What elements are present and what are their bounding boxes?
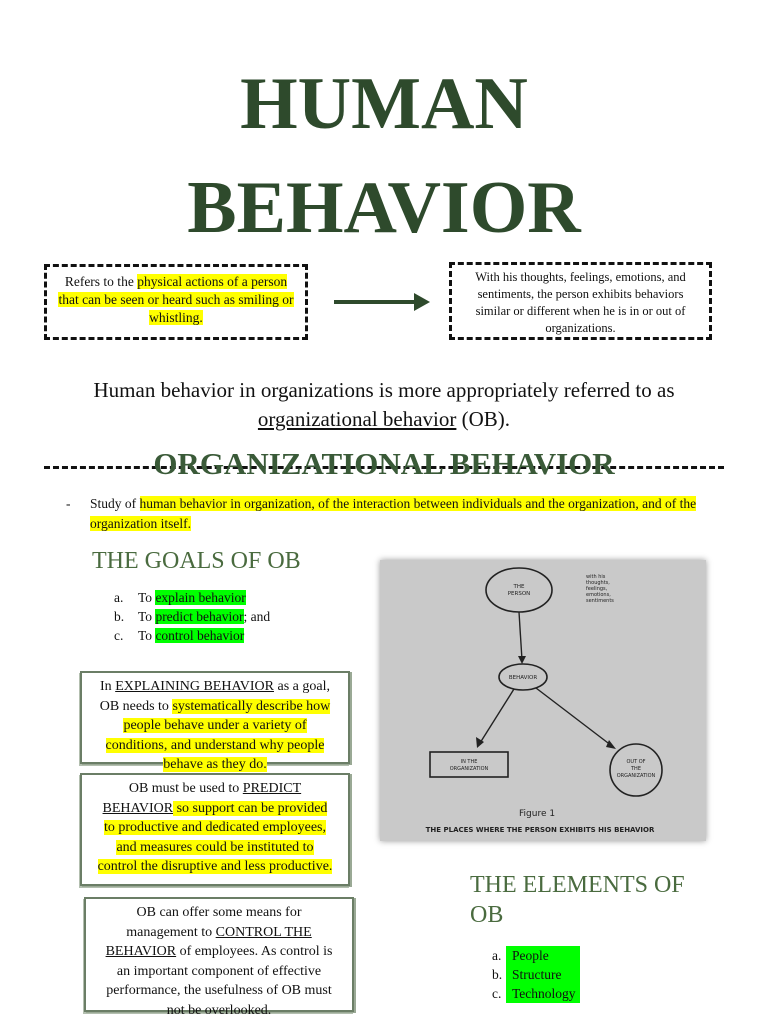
behavior-node-label: BEHAVIOR [508,675,538,681]
list-marker: b. [114,609,125,624]
goal-highlight: predict behavior [155,609,244,624]
arrowhead [518,656,526,664]
out-node-label-1: OUT OF [626,759,646,765]
section-heading-text: ORGANIZATIONAL BEHAVIOR [153,446,615,481]
explain-pre: In [100,679,116,694]
title-line-2: BEHAVIOR [187,167,581,249]
goal-pre: To [138,628,156,643]
goal-pre: To [138,609,156,624]
arrow-person-to-behavior [519,612,522,660]
intro-tail: (OB). [456,407,511,431]
goals-title: THE GOALS OF OB [92,548,301,574]
list-marker: a. [114,590,124,605]
person-node-label-1: THE [513,584,525,590]
list-marker: c. [114,628,124,643]
right-arrow-icon [332,290,432,314]
element-label: Technology [506,984,580,1003]
title-line-1: HUMAN [240,63,528,145]
figure-1-photo [380,560,706,841]
note-line-1: with his [586,574,606,580]
study-pre: Study of [90,496,140,511]
list-marker: a. [492,948,502,963]
predict-pre: OB must be used to [128,781,243,796]
arrow-behavior-to-in [480,689,514,743]
control-term: CONTROL THE BEHAVIOR [105,924,312,959]
thoughts-box [449,262,712,340]
person-node [486,568,552,612]
explain-highlight: systematically describe how people behave under a variety of conditions, and understand why people behave as they do. [105,698,331,772]
definition-highlight: physical actions of a person that can be seen or heard such as smiling or whistling. [58,274,294,325]
list-item [114,607,270,626]
figure-caption: THE PLACES WHERE THE PERSON EXHIBITS HIS BEHAVIOR [425,826,655,834]
intro-line-1: Human behavior in organizations is more appropriately referred to as [93,378,675,402]
element-label: Structure [506,965,580,984]
in-node-label-2: ORGANIZATION [449,766,489,772]
control-pre: OB can offer some means for management to [126,905,302,940]
goal-pre: To [138,590,156,605]
thoughts-text: With his thoughts, feelings, emotions, and sentiments, the person exhibits behaviors similar or different when he is in or out of organizations. [475,270,686,335]
note-line-4: emotions, [586,592,611,598]
control-post: of employees. As control is an important component of effective performance, the usefulness of OB must not be overlooked. [106,944,333,1018]
explain-behavior-box [80,671,350,772]
out-node-label-2: THE [631,766,641,772]
definition-pre: Refers to the [64,274,138,289]
goals-list [114,588,270,645]
arrow-behavior-to-out [536,688,612,746]
elements-title: THE ELEMENTS OF OB [470,872,685,928]
person-node-label-2: PERSON [507,591,531,597]
goal-post: ; and [243,609,271,624]
elements-list [492,946,580,1003]
list-item [114,626,270,645]
behavior-diagram [380,560,706,841]
control-behavior-box [84,897,354,1018]
explain-mid: as a goal, OB needs to [99,679,330,714]
figure-label: Figure 1 [519,809,556,819]
list-marker: b. [492,967,503,982]
list-item [492,965,580,984]
list-marker: c. [492,986,502,1001]
predict-highlight: so support can be provided to productive and dedicated employees, and measures could be instituted to control the disruptive and less productive. [97,800,333,874]
predict-term: PREDICT BEHAVIOR [102,781,302,816]
out-node-label-3: ORGANIZATION [616,773,656,779]
goal-highlight: control behavior [155,628,245,643]
definition-box [44,264,308,340]
list-item [492,946,580,965]
arrowhead [606,740,616,749]
intro-paragraph [40,376,728,434]
note-line-3: feelings, [586,586,608,592]
list-item [492,984,580,1003]
list-item [114,588,270,607]
study-bullet [66,494,716,534]
note-line-2: thoughts, [586,580,610,586]
study-highlight: human behavior in organization, of the interaction between individuals and the organization, and of the organization itself. [90,496,697,531]
section-heading [0,444,768,484]
element-label: People [506,946,580,965]
goal-highlight: explain behavior [155,590,246,605]
page-title [0,52,768,260]
note-line-5: sentiments [586,598,614,604]
in-node-label-1: IN THE [460,759,478,765]
predict-behavior-box [80,773,350,886]
bullet-dash: - [66,496,71,511]
intro-term: organizational behavior [257,407,457,431]
explain-term: EXPLAINING BEHAVIOR [115,679,274,694]
